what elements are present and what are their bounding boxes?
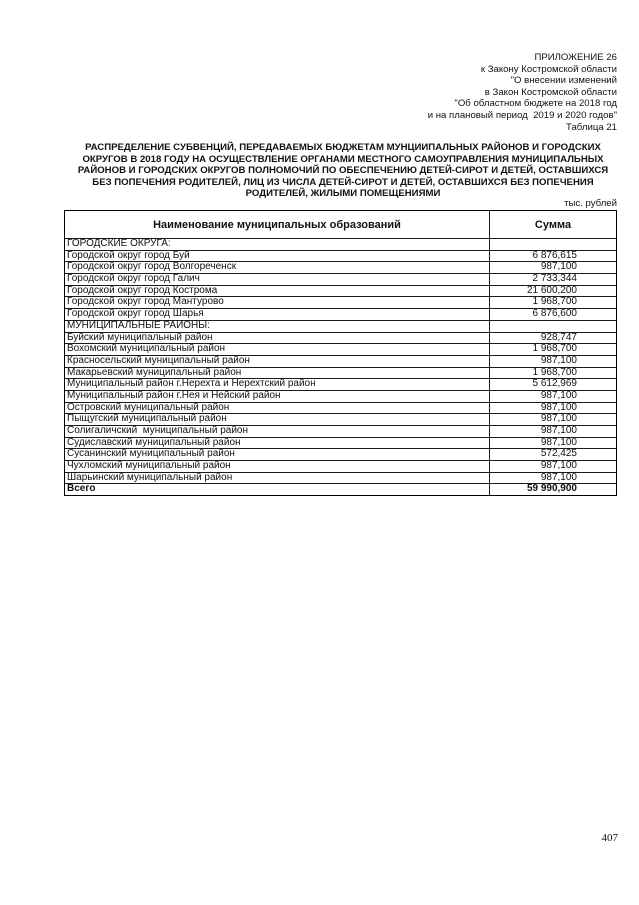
total-row (65, 483, 616, 495)
amount-value: 572,425 (540, 449, 577, 460)
municipality-name: Сусанинский муниципальный район (65, 449, 490, 460)
table-row (65, 378, 616, 390)
municipality-name: Городской округ город Буй (65, 251, 490, 262)
amount-value: 2 733,344 (532, 274, 577, 285)
amount-value: 987,100 (540, 414, 577, 425)
municipality-name: Муниципальный район г.Нерехта и Нерехтский район (65, 379, 490, 390)
municipality-name: Пыщугский муниципальный район (65, 414, 490, 425)
amount-value: 5 612,969 (532, 379, 577, 390)
section-heading: МУНИЦИПАЛЬНЫЕ РАЙОНЫ: (65, 321, 490, 332)
amount-value: 987,100 (540, 437, 577, 448)
municipality-name: Солигаличский муниципальный район (65, 426, 490, 437)
table-row (65, 460, 616, 472)
total-amount: 59 990,900 (526, 484, 577, 495)
municipality-name: Городской округ город Шарья (65, 309, 490, 320)
municipality-name: Островский муниципальный район (65, 403, 490, 414)
amount-value: 928,747 (540, 332, 577, 343)
title-line: РОДИТЕЛЕЙ, ЖИЛЫМИ ПОМЕЩЕНИЯМИ (245, 188, 441, 200)
title-line: БЕЗ ПОПЕЧЕНИЯ РОДИТЕЛЕЙ, ЛИЦ ИЗ ЧИСЛА ДЕТЕЙ-СИРОТ И ДЕТЕЙ, ОСТАВШИХСЯ БЕЗ ПОПЕЧЕНИЯ (92, 176, 594, 188)
table-row (65, 285, 616, 297)
amount-cell-empty (490, 239, 616, 250)
section-row (65, 320, 616, 332)
amount-value: 21 600,200 (526, 285, 577, 296)
table-row (65, 343, 616, 355)
municipality-name: Городской округ город Мантурово (65, 297, 490, 308)
table-row (65, 437, 616, 449)
table-row (65, 355, 616, 367)
amount-cell-empty (490, 321, 616, 332)
title-line: РАЙОНОВ И ГОРОДСКИХ ОКРУГОВ ПОЛНОМОЧИЙ ПО ОБЕСПЕЧЕНИЮ ДЕТЕЙ-СИРОТ И ДЕТЕЙ, ОСТАВШИХСЯ (77, 165, 609, 177)
municipality-name: Городской округ город Волгореченск (65, 262, 490, 273)
municipality-name: Судиславский муниципальный район (65, 438, 490, 449)
municipality-name: Макарьевский муниципальный район (65, 368, 490, 379)
title-line: ОКРУГОВ В 2018 ГОДУ НА ОСУЩЕСТВЛЕНИЕ ОРГАНАМИ МЕСТНОГО САМОУПРАВЛЕНИЯ МУНИЦИПАЛЬНЫХ (82, 153, 604, 165)
document-title (64, 142, 622, 200)
municipality-name: Чухломский муниципальный район (65, 461, 490, 472)
municipality-name: Муниципальный район г.Нея и Нейский район (65, 391, 490, 402)
section-heading: ГОРОДСКИЕ ОКРУГА: (65, 239, 490, 250)
table-row (65, 273, 616, 285)
municipality-name: Городской округ город Галич (65, 274, 490, 285)
page-number: 407 (601, 832, 618, 844)
appendix-line: в Закон Костромской области (484, 86, 617, 98)
table-row (65, 425, 616, 437)
table-row (65, 448, 616, 460)
total-label: Всего (65, 484, 490, 495)
amount-value: 1 968,700 (532, 344, 577, 355)
amount-value: 987,100 (540, 402, 577, 413)
subsidies-table (64, 210, 617, 496)
amount-value: 1 968,700 (532, 367, 577, 378)
table-number: Таблица 21 (566, 121, 617, 133)
appendix-line: и на плановый период 2019 и 2020 годов" (427, 109, 617, 121)
amount-value: 987,100 (540, 390, 577, 401)
table-header-row (65, 211, 616, 238)
table-row (65, 413, 616, 425)
appendix-line: ПРИЛОЖЕНИЕ 26 (534, 52, 617, 63)
municipality-name: Вохомский муниципальный район (65, 344, 490, 355)
table-row (65, 308, 616, 320)
table-row (65, 332, 616, 344)
table-row (65, 390, 616, 402)
appendix-line: к Закону Костромской области (480, 63, 617, 75)
column-header-name: Наименование муниципальных образований (65, 211, 490, 238)
amount-value: 987,100 (540, 355, 577, 366)
column-header-amount: Сумма (534, 218, 572, 231)
amount-value: 987,100 (540, 472, 577, 483)
amount-value: 987,100 (540, 262, 577, 273)
amount-value: 6 876,600 (532, 309, 577, 320)
table-row (65, 472, 616, 484)
municipality-name: Красносельский муниципальный район (65, 356, 490, 367)
table-row (65, 261, 616, 273)
municipality-name: Городской округ город Кострома (65, 286, 490, 297)
municipality-name: Буйский муниципальный район (65, 333, 490, 344)
units-label: тыс. рублей (564, 198, 617, 209)
amount-value: 987,100 (540, 461, 577, 472)
amount-value: 6 876,615 (532, 250, 577, 261)
appendix-header (428, 52, 617, 133)
appendix-line: "Об областном бюджете на 2018 год (454, 98, 617, 110)
table-row (65, 402, 616, 414)
title-line: РАСПРЕДЕЛЕНИЕ СУБВЕНЦИЙ, ПЕРЕДАВАЕМЫХ БЮДЖЕТАМ МУНЦИИПАЛЬНЫХ РАЙОНОВ И ГОРОДСКИХ (85, 142, 601, 153)
amount-value: 987,100 (540, 426, 577, 436)
section-row (65, 238, 616, 250)
table-row (65, 367, 616, 379)
table-row (65, 296, 616, 308)
amount-value: 1 968,700 (532, 297, 577, 308)
municipality-name: Шарьинский муниципальный район (65, 473, 490, 484)
table-row (65, 250, 616, 262)
appendix-line: "О внесении изменений (510, 75, 617, 87)
